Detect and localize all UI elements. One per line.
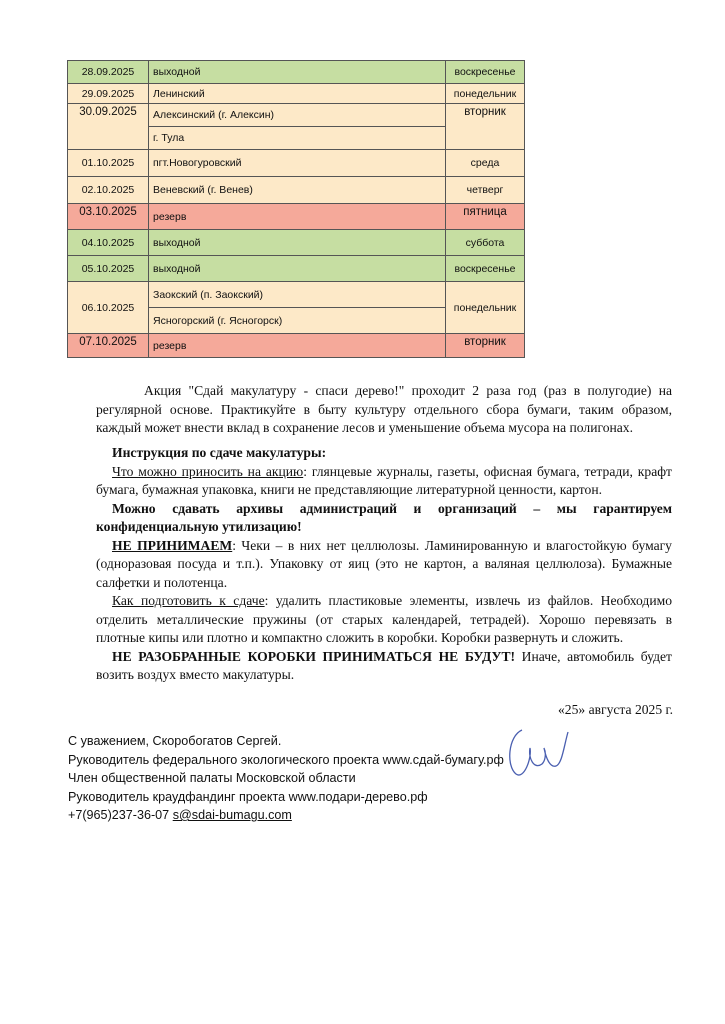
email-link[interactable]: s@sdai-bumagu.com [172, 808, 292, 822]
project-lead-line: Руководитель федерального экологического проекта www.сдай-бумагу.рф [68, 752, 504, 767]
not-accepted-text: : Чеки – в них нет целлюлозы. Ламинированную и влагостойкую бумагу (одноразовая посуда и т.п.). Упаковку от яиц (это не картон, а валяная целлюлоза). Бумажные салфетки и полотенца. [96, 537, 672, 590]
boxes-text: Иначе, автомобиль будет возить воздух вместо макулатуры. [96, 648, 672, 682]
table-row [68, 61, 525, 84]
district-cell: резерв [149, 204, 446, 230]
not-accepted-paragraph [96, 537, 672, 593]
crowdfunding-line: Руководитель краудфандинг проекта www.подари-дерево.рф [68, 789, 428, 804]
weekday-cell: воскресенье [446, 256, 525, 282]
date-cell: 03.10.2025 [68, 204, 149, 230]
district-cell: пгт.Новогуровский [149, 150, 446, 177]
table-row [68, 204, 525, 230]
date-cell: 28.09.2025 [68, 61, 149, 84]
table-row [68, 334, 525, 358]
not-accepted-label: НЕ ПРИНИМАЕМ [112, 537, 233, 553]
table-row [68, 104, 525, 127]
date-cell: 06.10.2025 [68, 282, 149, 334]
district-cell: Заокский (п. Заокский) [149, 282, 446, 308]
instructions-title: Инструкция по сдаче макулатуры: [112, 445, 327, 460]
signature-image [500, 718, 590, 788]
accepted-label: Что можно приносить на акцию [112, 463, 304, 479]
district-cell: г. Тула [149, 127, 446, 150]
preparation-label: Как подготовить к сдаче [112, 593, 265, 608]
district-cell: резерв [149, 334, 446, 358]
district-cell: Алексинский (г. Алексин) [149, 104, 446, 127]
table-row [68, 282, 525, 308]
date-cell: 02.10.2025 [68, 177, 149, 204]
intro-text: Акция "Сдай макулатуру - спаси дерево!" проходит 2 раза год (раз в полугодие) на регулярной основе. Практикуйте в быту культуру отдельного сбора бумаги, таким образом, каждый может внести вклад в сохранение лесов и уменьшение объема мусора на полигонах. [96, 383, 672, 435]
district-cell: Ленинский [149, 84, 446, 104]
boxes-warning: НЕ РАЗОБРАННЫЕ КОРОБКИ ПРИНИМАТЬСЯ НЕ БУДУТ! [112, 648, 516, 664]
intro-paragraph [96, 382, 672, 438]
table-row [68, 150, 525, 177]
preparation-text: : удалить пластиковые элементы, извлечь из файлов. Необходимо отделить металлические пружины (от старых календарей, тетрадей). Хорошо перевязать в плотные кипы или плотно и компактно сложить в коробки. Коробки развернуть и сложить. [96, 593, 672, 645]
date-cell: 04.10.2025 [68, 230, 149, 256]
table-row [68, 256, 525, 282]
district-cell: выходной [149, 61, 446, 84]
weekday-cell: пятница [446, 204, 525, 230]
weekday-cell: четверг [446, 177, 525, 204]
district-cell: Ясногорский (г. Ясногорск) [149, 308, 446, 334]
weekday-cell: среда [446, 150, 525, 177]
weekday-cell: суббота [446, 230, 525, 256]
district-cell: выходной [149, 230, 446, 256]
signature-block [68, 732, 504, 825]
weekday-cell: понедельник [446, 282, 525, 334]
boxes-paragraph [96, 648, 672, 685]
weekday-cell: воскресенье [446, 61, 525, 84]
accepted-text: : глянцевые журналы, газеты, офисная бумага, тетради, крафт бумага, бумажная упаковка, книги не представляющие литературной ценности, картон. [96, 463, 672, 497]
weekday-cell: вторник [446, 334, 525, 358]
archives-text: Можно сдавать архивы администраций и организаций – мы гарантируем конфиденциальную утилизацию! [96, 500, 672, 534]
instructions-block [96, 444, 672, 685]
chamber-member-line: Член общественной палаты Московской области [68, 771, 356, 785]
date-cell: 30.09.2025 [68, 104, 149, 150]
weekday-cell: вторник [446, 104, 525, 150]
district-cell: Веневский (г. Венев) [149, 177, 446, 204]
phone-number: +7(965)237-36-07 [68, 808, 173, 822]
table-row [68, 84, 525, 104]
table-row [68, 230, 525, 256]
district-cell: выходной [149, 256, 446, 282]
table-row [68, 177, 525, 204]
accepted-paragraph [96, 463, 672, 500]
preparation-paragraph [96, 592, 672, 648]
document-date: «25» августа 2025 г. [557, 702, 673, 717]
schedule-table [67, 60, 525, 358]
date-cell: 07.10.2025 [68, 334, 149, 358]
weekday-cell: понедельник [446, 84, 525, 104]
regards-line: С уважением, Скоробогатов Сергей. [68, 734, 282, 748]
contact-line [68, 806, 504, 825]
date-cell: 05.10.2025 [68, 256, 149, 282]
date-cell: 01.10.2025 [68, 150, 149, 177]
date-cell: 29.09.2025 [68, 84, 149, 104]
archives-paragraph [96, 500, 672, 537]
